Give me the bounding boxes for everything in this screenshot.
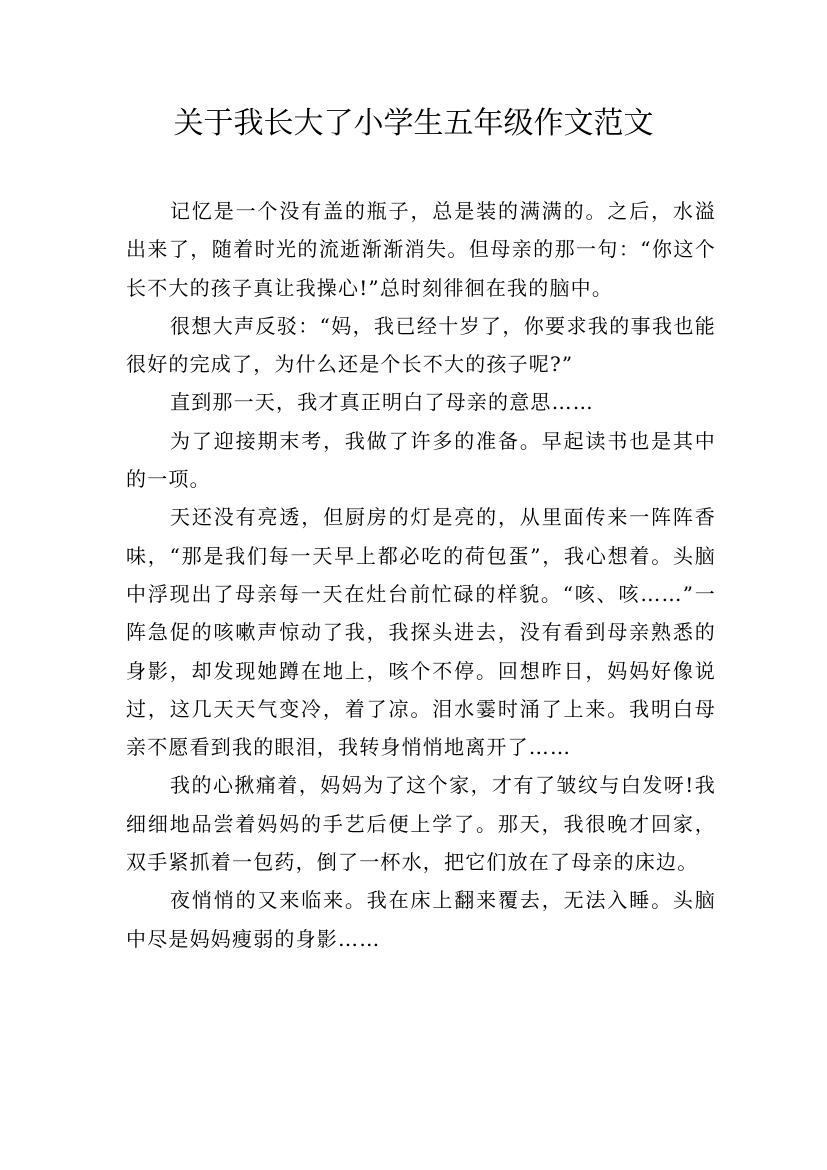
document-title: 关于我长大了小学生五年级作文范文 <box>173 106 654 141</box>
paragraph: 天还没有亮透，但厨房的灯是亮的，从里面传来一阵阵香味，“那是我们每一天早上都必吃的荷包蛋”，我心想着。头脑中浮现出了母亲每一天在灶台前忙碌的样貌。“咳、咳……”一阵急促的咳嗽声惊动了我，我探头进去，没有看到母亲熟悉的身影，却发现她蹲在地上，咳个不停。回想昨日，妈妈好像说过，这几天天气变冷，着了凉。泪水霎时涌了上来。我明白母亲不愿看到我的眼泪，我转身悄悄地离开了…… <box>126 505 716 760</box>
paragraph: 夜悄悄的又来临来。我在床上翻来覆去，无法入睡。头脑中尽是妈妈瘦弱的身影…… <box>126 888 716 951</box>
paragraph: 为了迎接期末考，我做了许多的准备。早起读书也是其中的一项。 <box>126 428 716 492</box>
paragraph: 记忆是一个没有盖的瓶子，总是装的满满的。之后，水溢出来了，随着时光的流逝渐渐消失。但母亲的那一句：“你这个长不大的孩子真让我操心!”总时刻徘徊在我的脑中。 <box>126 199 716 300</box>
document-body <box>126 192 716 958</box>
paragraph: 直到那一天，我才真正明白了母亲的意思…… <box>170 390 594 415</box>
paragraph: 很想大声反驳：“妈，我已经十岁了，你要求我的事我也能很好的完成了，为什么还是个长不大的孩子呢?” <box>126 313 716 377</box>
paragraph: 我的心揪痛着，妈妈为了这个家，才有了皱纹与白发呀!我细细地品尝着妈妈的手艺后便上学了。那天，我很晚才回家，双手紧抓着一包药，倒了一杯水，把它们放在了母亲的床边。 <box>126 773 716 875</box>
